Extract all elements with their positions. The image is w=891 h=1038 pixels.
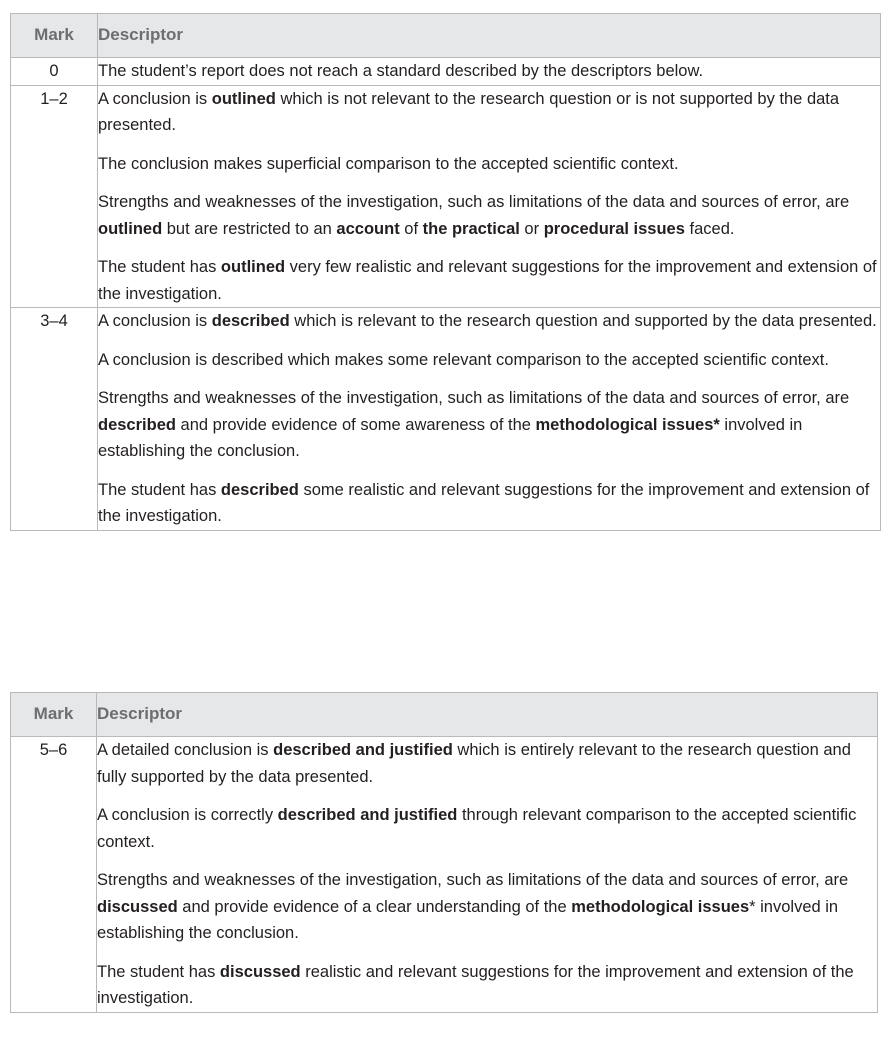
text-run: or xyxy=(519,219,544,238)
descriptor-cell xyxy=(98,85,881,308)
text-run: very few realistic and relevant suggestions for the improvement and extension of the investigation. xyxy=(98,258,877,303)
bold-term: described xyxy=(220,480,299,499)
descriptor-paragraph xyxy=(97,802,877,855)
bold-term: discussed xyxy=(97,897,178,916)
descriptor-cell xyxy=(98,58,881,86)
text-run: faced. xyxy=(684,219,735,238)
text-run: Strengths and weaknesses of the investigation, such as limitations of the data and sources of error, are xyxy=(98,193,850,211)
descriptor-column-header: Descriptor xyxy=(97,693,878,737)
bold-term: described xyxy=(211,312,290,330)
table-row xyxy=(11,58,881,86)
bold-term: described and justified xyxy=(273,741,453,759)
text-run: but are restricted to an xyxy=(162,219,337,238)
bold-term: described xyxy=(98,415,176,434)
bold-term: outlined xyxy=(98,219,163,238)
bold-term: methodological issues xyxy=(571,897,750,916)
text-run: which is not relevant to the research question or is not supported by the data presented. xyxy=(98,89,840,134)
rubric-table-2 xyxy=(10,692,878,1013)
text-run: The student’s report does not reach a standard described by the descriptors below. xyxy=(98,62,704,80)
descriptor-paragraph xyxy=(98,189,880,242)
bold-term: the practical xyxy=(422,219,520,238)
mark-cell: 5–6 xyxy=(11,737,97,1013)
mark-cell: 3–4 xyxy=(11,308,98,531)
bold-term: described and justified xyxy=(277,806,458,824)
bold-term: outlined xyxy=(220,258,286,276)
bold-term: methodological issues* xyxy=(535,415,720,434)
descriptor-paragraph xyxy=(97,959,877,1012)
descriptor-paragraph xyxy=(98,347,880,374)
mark-column-header: Mark xyxy=(11,14,98,58)
text-run: which is entirely relevant to the research question and fully supported by the data presented. xyxy=(97,741,851,786)
text-run: Strengths and weaknesses of the investigation, such as limitations of the data and sources of error, are xyxy=(98,389,850,407)
table-row xyxy=(11,737,878,1013)
text-run: A conclusion is described which makes some relevant comparison to the accepted scientific context. xyxy=(98,350,829,369)
descriptor-column-header: Descriptor xyxy=(98,14,881,58)
text-run: and provide evidence of a clear understanding of the xyxy=(177,897,572,916)
text-run: of xyxy=(399,219,423,238)
descriptor-paragraph xyxy=(98,477,880,530)
text-run: A conclusion is xyxy=(98,89,212,108)
mark-cell: 0 xyxy=(11,58,98,86)
descriptor-paragraph xyxy=(97,737,877,790)
table-row xyxy=(11,85,881,308)
text-run: The student has xyxy=(97,962,220,981)
bold-term: procedural issues xyxy=(543,219,685,238)
descriptor-paragraph xyxy=(98,254,880,307)
text-run: A detailed conclusion is xyxy=(97,741,274,759)
bold-term: outlined xyxy=(211,89,276,108)
mark-column-header: Mark xyxy=(11,693,97,737)
text-run: realistic and relevant suggestions for the improvement and extension of the investigation. xyxy=(97,962,854,1007)
descriptor-paragraph xyxy=(98,151,880,178)
text-run: A conclusion is correctly xyxy=(97,806,278,824)
bold-term: account xyxy=(336,219,400,238)
table-row xyxy=(11,308,881,531)
text-run: A conclusion is xyxy=(98,312,212,330)
text-run: The student has xyxy=(98,258,221,276)
table-header-row xyxy=(11,14,881,58)
mark-cell: 1–2 xyxy=(11,85,98,308)
text-run: through relevant comparison to the accepted scientific context. xyxy=(97,806,857,851)
text-run: some realistic and relevant suggestions for the improvement and extension of the investigation. xyxy=(98,480,870,525)
rubric-table-1 xyxy=(10,13,881,531)
descriptor-cell xyxy=(97,737,878,1013)
text-run: Strengths and weaknesses of the investigation, such as limitations of the data and sources of error, are xyxy=(97,871,849,889)
descriptor-paragraph xyxy=(97,867,877,947)
text-run: The conclusion makes superficial comparison to the accepted scientific context. xyxy=(98,154,679,173)
descriptor-cell xyxy=(98,308,881,531)
descriptor-paragraph xyxy=(98,86,880,139)
descriptor-paragraph xyxy=(98,385,880,465)
bold-term: discussed xyxy=(219,962,301,981)
table-header-row xyxy=(11,693,878,737)
descriptor-paragraph xyxy=(98,308,880,335)
text-run: and provide evidence of some awareness of the xyxy=(175,415,536,434)
descriptor-paragraph xyxy=(98,58,880,85)
text-run: * involved in establishing the conclusion. xyxy=(97,897,839,942)
text-run: which is relevant to the research question and supported by the data presented. xyxy=(289,312,877,330)
text-run: involved in establishing the conclusion. xyxy=(98,415,803,460)
text-run: The student has xyxy=(98,480,221,499)
